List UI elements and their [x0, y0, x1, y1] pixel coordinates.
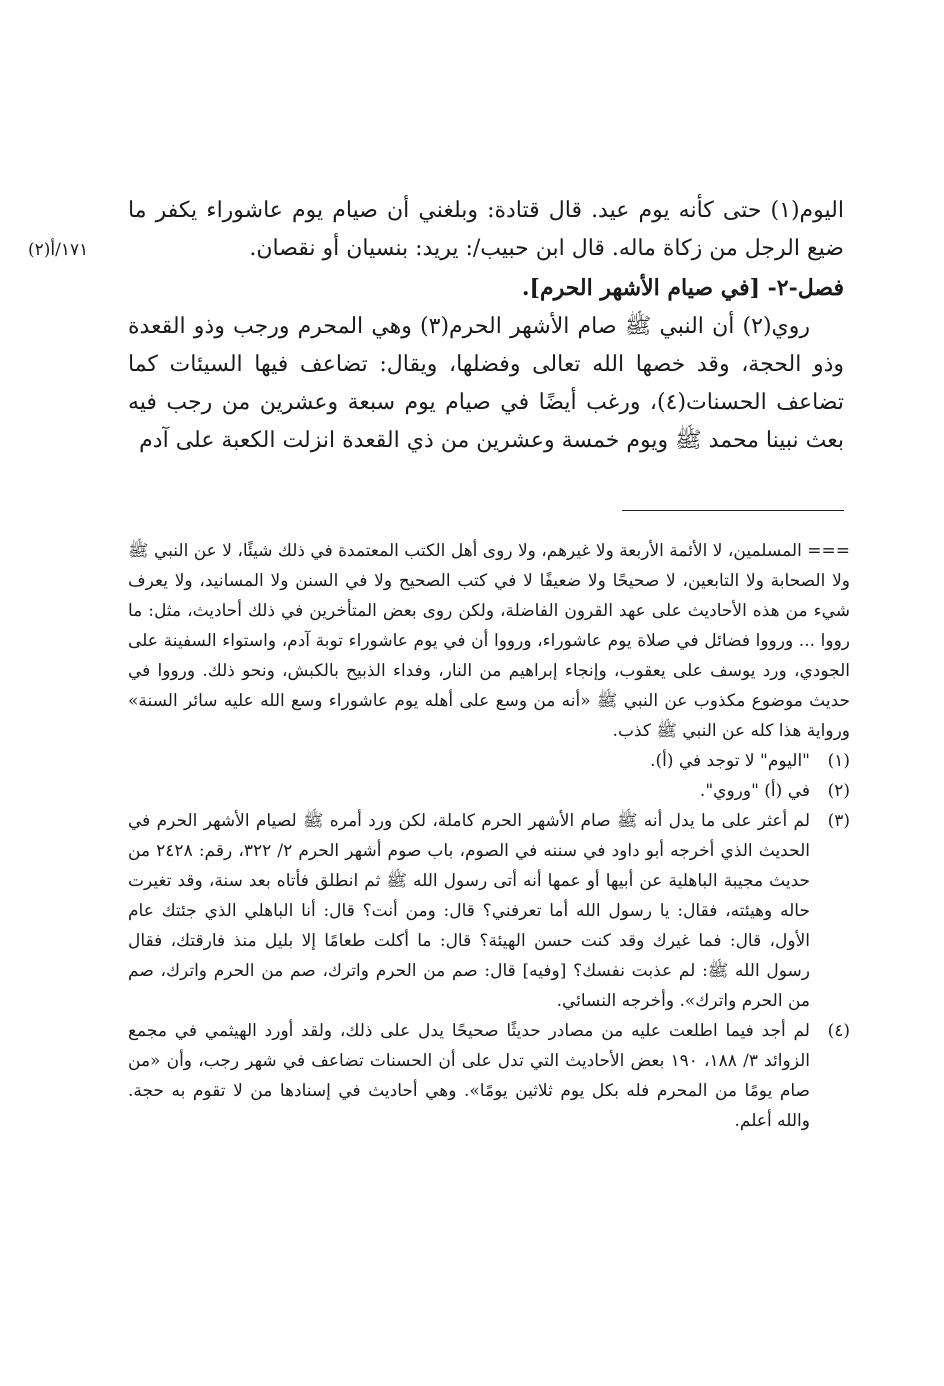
footnote-text: لم أجد فيما اطلعت عليه من مصادر حديثًا صحيحًا يدل على ذلك، ولقد أورد الهيثمي في مجمع الزوائد ٣/ ١٨٨، ١٩٠ بعض الأحاديث التي تدل على أن الحسنات تضاعف في شهر رجب، وأن «من صام يومًا من المحرم فله بكل يوم ثلاثين يومًا». وهي أحاديث في إسنادها من لا تقوم به حجة. والله أعلم.	[128, 1021, 810, 1131]
paragraph-1: اليوم(١) حتى كأنه يوم عيد. قال قتادة: وبلغني أن صيام يوم عاشوراء يكفر ما ضيع الرجل من زكاة ماله. قال ابن حبيب/: يريد: بنسيان أو نقصان.	[128, 198, 844, 261]
footnote-number: (٤)	[827, 1021, 850, 1041]
footnote-text: "اليوم" لا توجد في (أ).	[650, 751, 810, 771]
footnote-number: (١)	[827, 751, 850, 771]
footnote-divider	[622, 510, 844, 511]
footnote-continuation	[128, 536, 850, 746]
paragraph-2: روي(٢) أن النبي ﷺ صام الأشهر الحرم(٣) وهي المحرم ورجب وذو القعدة وذو الحجة، وقد خصها الله تعالى وفضلها، ويقال: تضاعف فيها السيئات كما تضاعف الحسنات(٤)، ورغب أيضًا في صيام يوم سبعة وعشرين من رجب فيه بعث نبينا محمد ﷺ ويوم خمسة وعشرين من ذي القعدة انزلت الكعبة على آدم	[128, 314, 844, 453]
footnote-text: لم أعثر على ما يدل أنه ﷺ صام الأشهر الحرم كاملة، لكن ورد أمره ﷺ لصيام الأشهر الحرم في الحديث الذي أخرجه أبو داود في سننه في الصوم، باب صوم أشهر الحرم ٢/ ٣٢٢، رقم: ٢٤٢٨ من حديث مجيبة الباهلية عن أبيها أو عمها أنه أتى رسول الله ﷺ ثم انطلق فأتاه بعد سنة، وقد تغيرت حاله وهيئته، فقال: يا رسول الله أما تعرفني؟ قال: ومن أنت؟ قال: أنا الباهلي الذي جئتك عام الأول، قال: فما غيرك وقد كنت حسن الهيئة؟ قال: ما أكلت طعامًا إلا بليل منذ فارقتك، فقال رسول الله ﷺ: لم عذبت نفسك؟ [وفيه] قال: صم من الحرم واترك، صم من الحرم واترك، صم من الحرم واترك». وأخرجه النسائي.	[128, 811, 810, 1011]
footnote-number: (٢)	[827, 781, 850, 801]
footnote-4	[128, 1016, 850, 1136]
main-text	[128, 192, 844, 460]
footnote-text: في (أ) "وروي".	[699, 781, 810, 801]
footnote-3	[128, 806, 850, 1016]
section-heading: فصل-٢- [في صيام الأشهر الحرم].	[521, 275, 844, 301]
footnotes	[128, 536, 850, 1136]
footnote-2	[128, 776, 850, 806]
footnote-number: (٣)	[827, 811, 850, 831]
footnote-1	[128, 746, 850, 776]
footnote-continuation-text: === المسلمين، لا الأئمة الأربعة ولا غيرهم، ولا روى أهل الكتب المعتمدة في ذلك شيئًا، لا عن النبي ﷺ ولا الصحابة ولا التابعين، لا صحيحًا ولا ضعيفًا لا في كتب الصحيح ولا في السنن ولا المسانيد، ولا يعرف شيء من هذه الأحاديث على عهد القرون الفاضلة، ولكن روى بعض المتأخرين في ذلك أحاديث، مثل: ما رووا ... ورووا فضائل في صلاة يوم عاشوراء، ورووا أن في يوم عاشوراء توبة آدم، واستواء السفينة على الجودي، ورد يوسف على يعقوب، وإنجاء إبراهيم من النار، وفداء الذبيح بالكبش، ونحو ذلك. ورووا في حديث موضوع مكذوب عن النبي ﷺ «أنه من وسع على أهله يوم عاشوراء وسع الله عليه سائر السنة» ورواية هذا كله عن النبي ﷺ كذب.	[128, 541, 850, 741]
manuscript-folio-reference: ١٧١/أ(٢)	[28, 240, 89, 260]
